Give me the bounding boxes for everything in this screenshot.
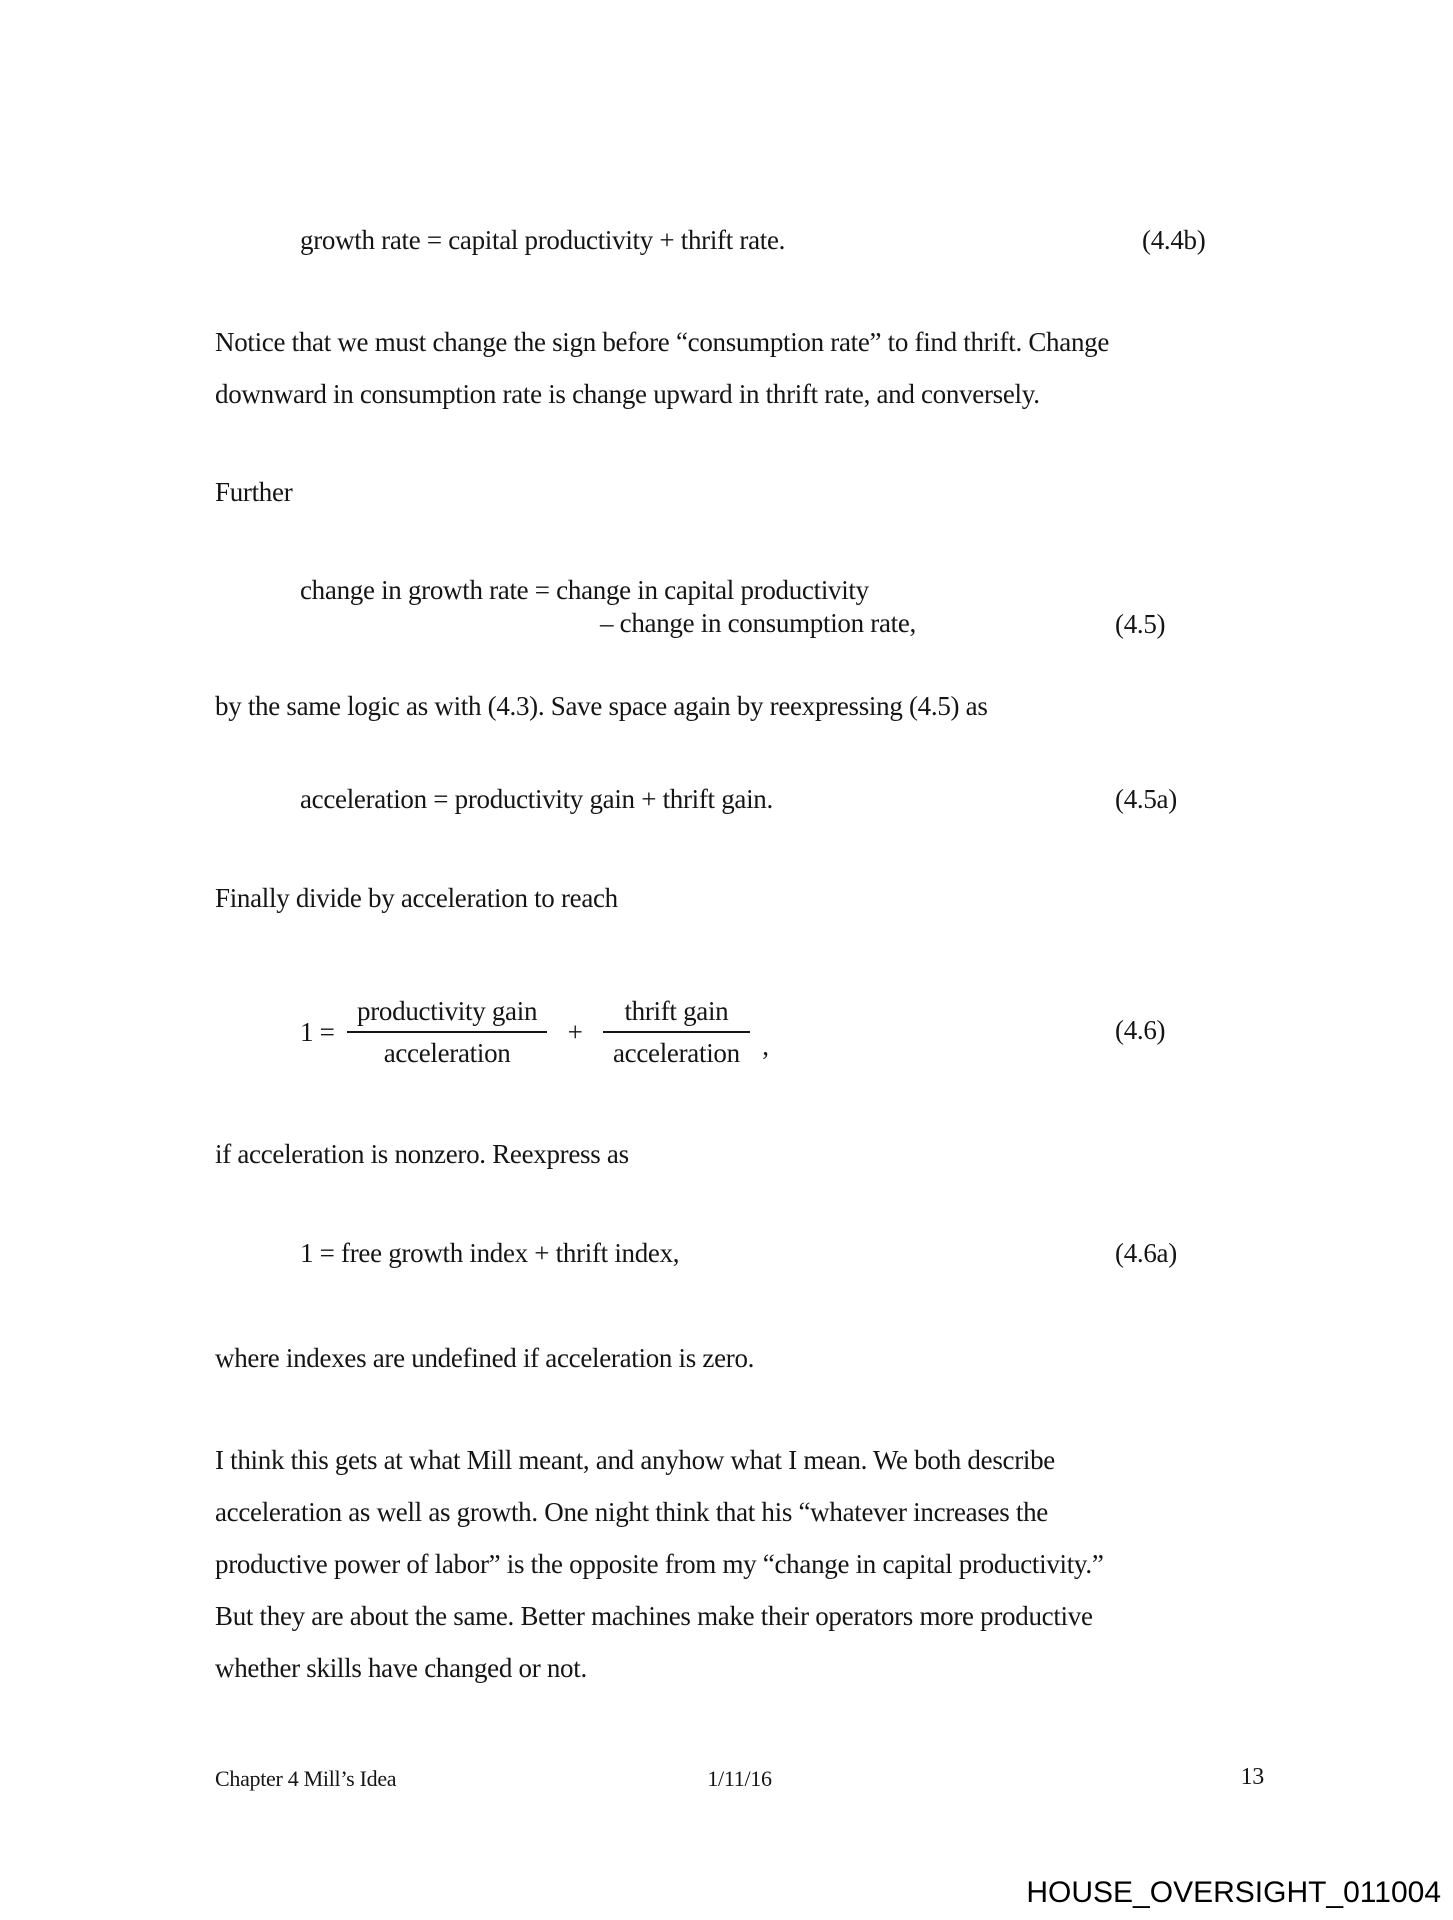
equation-4-6-fraction-2-numerator: thrift gain [624,996,729,1026]
footer-chapter-title: Chapter 4 Mill’s Idea [215,1766,397,1791]
paragraph-closing-line-3: productive power of labor” is the opposite from my “change in capital productivity.” [215,1549,1104,1579]
equation-4-6-comma: , [762,1031,769,1061]
equation-4-4b-text: growth rate = capital productivity + thrift rate. [300,225,786,255]
footer-page-number: 13 [1240,1764,1264,1790]
footer-date: 1/11/16 [707,1766,772,1791]
equation-4-6 [215,995,1225,1069]
bates-stamp: HOUSE_OVERSIGHT_011004 [1026,1876,1441,1909]
paragraph-closing-line-1: I think this gets at what Mill meant, and anyhow what I mean. We both describe [215,1445,1055,1475]
equation-4-6a-tag: (4.6a) [1115,1238,1177,1268]
paragraph-where: where indexes are undefined if acceleration is zero. [215,1343,755,1373]
page-footer [215,1764,1264,1798]
equation-4-5-line-2: – change in consumption rate, [600,608,916,638]
equation-4-4b [215,223,1225,257]
equation-4-6-expression [300,995,1225,1069]
paragraph-closing-line-5: whether skills have changed or not. [215,1653,587,1683]
equation-4-6-plus-sign: + [567,1017,583,1047]
equation-4-5a-text: acceleration = productivity gain + thrift gain. [300,784,773,814]
equation-4-6-lhs: 1 = [300,1017,335,1047]
equation-4-5a [215,782,1225,816]
equation-4-6-fraction-1-denominator: acceleration [347,1031,547,1069]
equation-4-6-fraction-2-denominator: acceleration [603,1031,750,1069]
equation-4-6-fraction-2 [603,995,750,1069]
paragraph-notice-line-1: Notice that we must change the sign before “consumption rate” to find thrift. Change [215,327,1110,357]
paragraph-if-nonzero: if acceleration is nonzero. Reexpress as [215,1139,629,1169]
paragraph-notice-line-2: downward in consumption rate is change upward in thrift rate, and conversely. [215,379,1040,409]
equation-4-6-tag: (4.6) [1115,1015,1166,1045]
equation-4-6-fraction-1 [347,995,547,1069]
equation-4-5 [215,574,1225,640]
paragraph-closing-line-4: But they are about the same. Better machines make their operators more productive [215,1601,1093,1631]
equation-4-6a [215,1236,1225,1270]
equation-4-4b-tag: (4.4b) [1142,225,1206,255]
equation-4-5-tag: (4.5) [1115,609,1166,639]
paragraph-bysame: by the same logic as with (4.3). Save space again by reexpressing (4.5) as [215,691,988,721]
equation-4-5-line-1: change in growth rate = change in capital productivity [300,575,869,605]
paragraph-closing-line-2: acceleration as well as growth. One night think that his “whatever increases the [215,1497,1048,1527]
equation-4-5a-tag: (4.5a) [1115,784,1177,814]
paragraph-further: Further [215,477,293,507]
equation-4-6-fraction-1-numerator: productivity gain [357,996,538,1026]
paragraph-finally: Finally divide by acceleration to reach [215,883,618,913]
equation-4-6a-text: 1 = free growth index + thrift index, [300,1238,680,1268]
paragraph-closing [215,1434,1225,1694]
paragraph-notice [215,316,1225,420]
